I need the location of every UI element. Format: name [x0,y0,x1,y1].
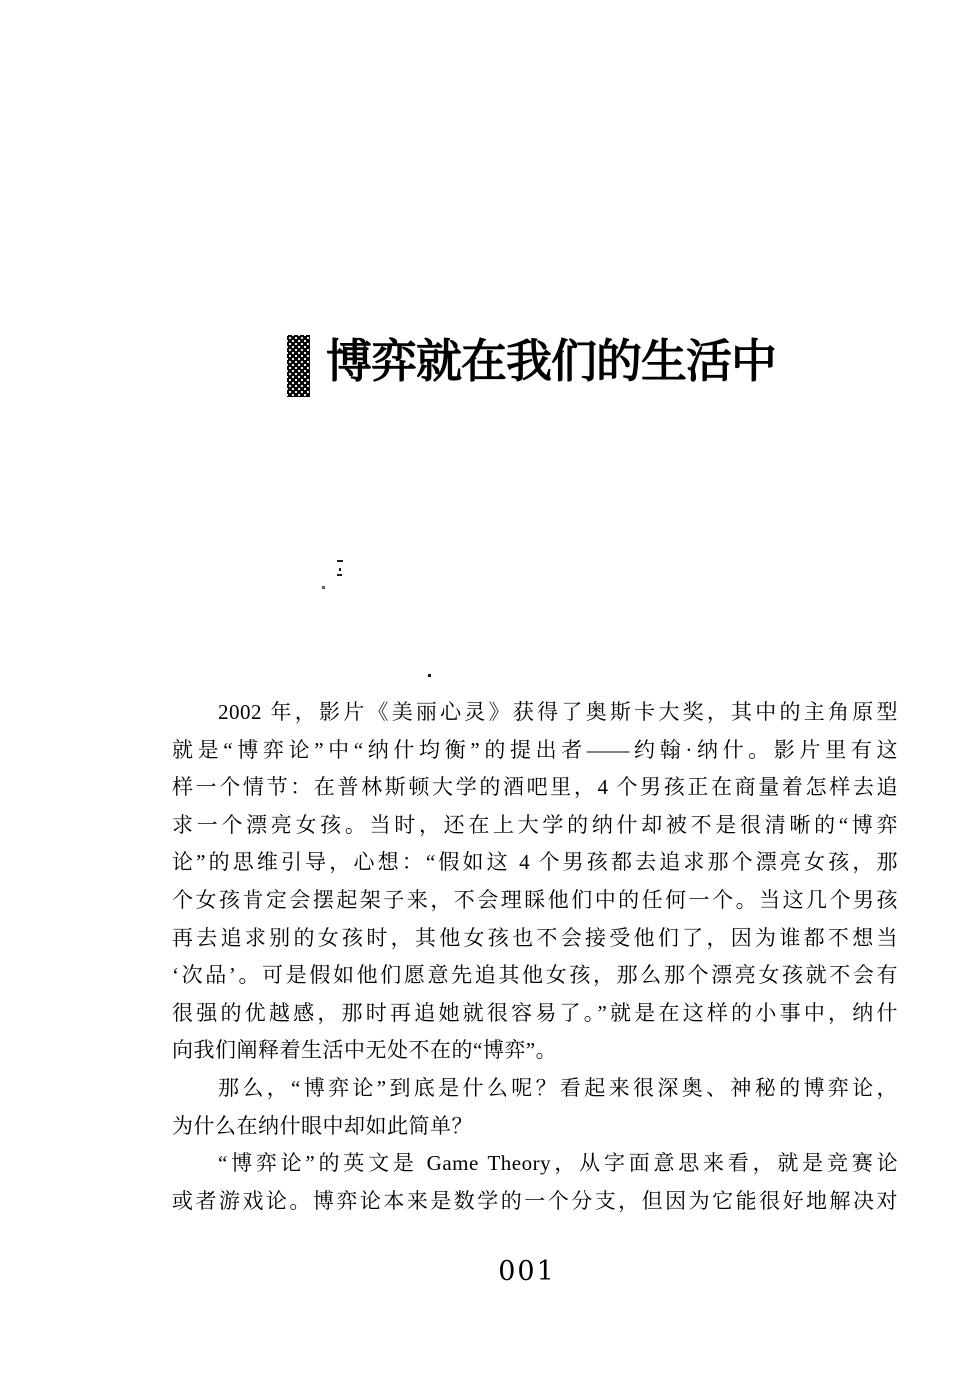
chapter-heading [287,333,776,397]
body-line: 2002 年，影片《美丽心灵》获得了奥斯卡大奖，其中的主角原型 [218,700,898,724]
scan-speck [428,674,431,677]
scan-speck [339,568,341,571]
body-line-paragraph-end: 为什么在纳什眼中却如此简单？ [172,1113,473,1138]
body-line: ‘次品’。可是假如他们愿意先追其他女孩，那么那个漂亮女孩就不会有 [172,963,898,988]
body-line: 样一个情节：在普林斯顿大学的酒吧里，4 个男孩正在商量着怎样去追 [172,775,898,800]
chapter-marker-block-icon [287,335,310,397]
body-line: 很强的优越感，那时再追她就很容易了。”就是在这样的小事中，纳什 [172,1000,898,1025]
body-line: “博弈论”的英文是 Game Theory，从字面意思来看，就是竞赛论 [218,1151,898,1176]
body-text [172,694,898,1220]
page-number: 001 [498,1256,556,1287]
body-line: 或者游戏论。博弈论本来是数学的一个分支，但因为它能很好地解决对 [172,1188,898,1213]
body-line: 求一个漂亮女孩。当时，还在上大学的纳什却被不是很清晰的“博弈 [172,812,898,837]
body-line: 论”的思维引导，心想：“假如这 4 个男孩都去追求那个漂亮女孩，那 [172,850,898,875]
body-line: 再去追求别的女孩时，其他女孩也不会接受他们了，因为谁都不想当 [172,925,898,950]
chapter-title: 博弈就在我们的生活中 [326,336,776,387]
body-line: 就是“博弈论”中“纳什均衡”的提出者——约翰·纳什。影片里有这 [172,737,898,762]
scan-speck [337,560,343,562]
body-line: 个女孩肯定会摆起架子来，不会理睬他们中的任何一个。当这几个男孩 [172,887,898,912]
scan-speck [337,574,342,576]
body-line: 那么，“博弈论”到底是什么呢？看起来很深奥、神秘的博弈论， [218,1075,898,1100]
scan-speck [322,586,325,589]
body-line-paragraph-end: 向我们阐释着生活中无处不在的“博弈”。 [172,1038,558,1063]
